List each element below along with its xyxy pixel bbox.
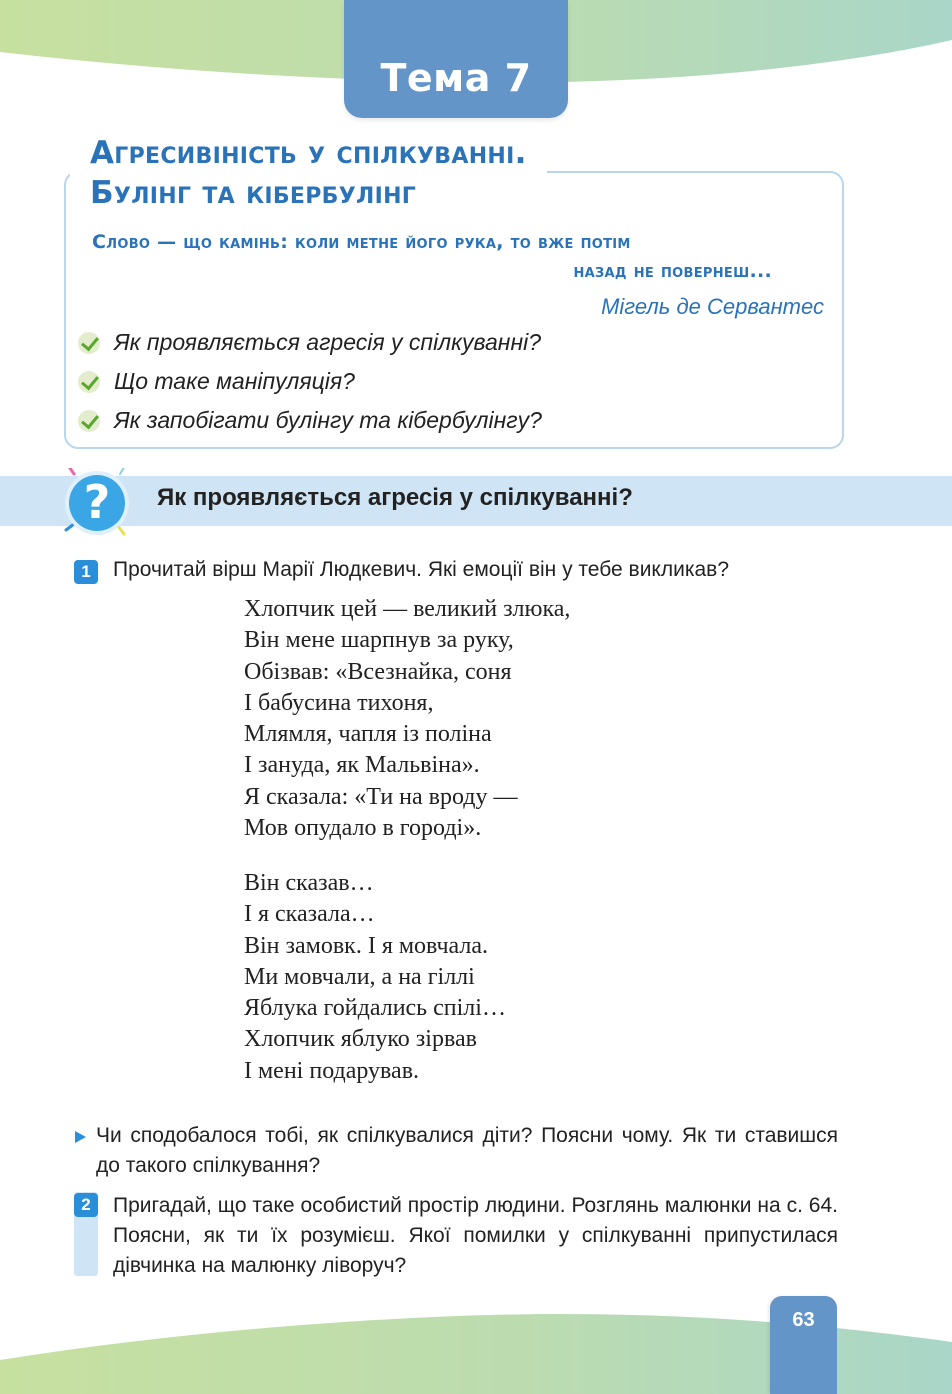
goal-item [78,362,542,401]
poem-line: І зануда, як Мальвіна». [244,752,480,779]
goal-text: Як запобігати булінгу та кібербулінгу? [114,407,542,433]
goal-item [78,401,542,440]
topic-label: Тема 7 [380,56,532,100]
epigraph-quote [92,228,772,286]
section-title: Як проявляється агресія у спілкуванні? [157,484,633,511]
checkmark-icon [78,410,100,432]
poem-line: І бабусина тихоня, [244,689,434,716]
lesson-title [70,133,547,213]
task-1-text: Прочитай вірш Марії Людкевич. Які емоції він у тебе викликав? [113,558,730,581]
follow-up-question: Чи сподобалося тобі, як спілкувалися діти? Поясни чому. Як ти ставишся до такого спілкування? [96,1124,838,1177]
poem-line: І я сказала… [244,901,375,928]
poem-line: Яблука гойдались спілі… [244,995,506,1022]
lesson-title-line-1: Агресивіність у спілкуванні. [90,135,527,171]
task-number-badge: 2 [74,1193,98,1217]
poem-line: Він замовк. І я мовчала. [244,932,489,959]
task-2-text: Пригадай, що таке особистий простір людини. Розглянь малюнки на с. 64. Поясни, як ти їх розумієш. Якої помилки у спілкуванні припустилася дівчинка на малюнку ліворуч? [113,1194,838,1277]
task-number-badge: 1 [74,560,98,584]
poem-line: Обізвав: «Всезнайка, соня [244,658,512,685]
goal-text: Як проявляється агресія у спілкуванні? [114,329,542,355]
poem-line: Хлопчик цей — великий злюка, [244,596,571,622]
quote-line-1: Слово — що камінь: коли метне його рука, то вже потім [92,231,631,253]
poem-line: Ми мовчали, а на гіллі [244,963,475,990]
page-number: 63 [770,1296,837,1394]
lesson-goals-list [78,323,542,440]
checkmark-icon [78,332,100,354]
quote-author: Мігель де Сервантес [601,294,824,319]
question-mark-icon [62,468,132,538]
topic-tab [344,0,568,118]
poem-stanza-2 [244,868,506,1087]
poem-line: Він сказав… [244,870,374,896]
poem-line: Він мене шарпнув за руку, [244,627,514,654]
bullet-arrow-icon [75,1131,86,1143]
poem-line: Хлопчик яблуко зірвав [244,1026,477,1053]
poem-line: Мов опудало в городі». [244,815,482,842]
poem-line: І мені подарував. [244,1057,420,1084]
poem-line: Я сказала: «Ти на вроду — [244,783,518,810]
goal-item [78,323,542,362]
checkmark-icon [78,371,100,393]
lesson-title-line-2: Булінг та кібербулінг [90,175,417,211]
quote-line-2: назад не повернеш... [573,260,772,282]
poem-stanza-1 [244,594,570,844]
svg-text:?: ? [83,475,111,529]
poem-line: Млямля, чапля із поліна [244,721,492,748]
goal-text: Що таке маніпуляція? [114,368,355,394]
